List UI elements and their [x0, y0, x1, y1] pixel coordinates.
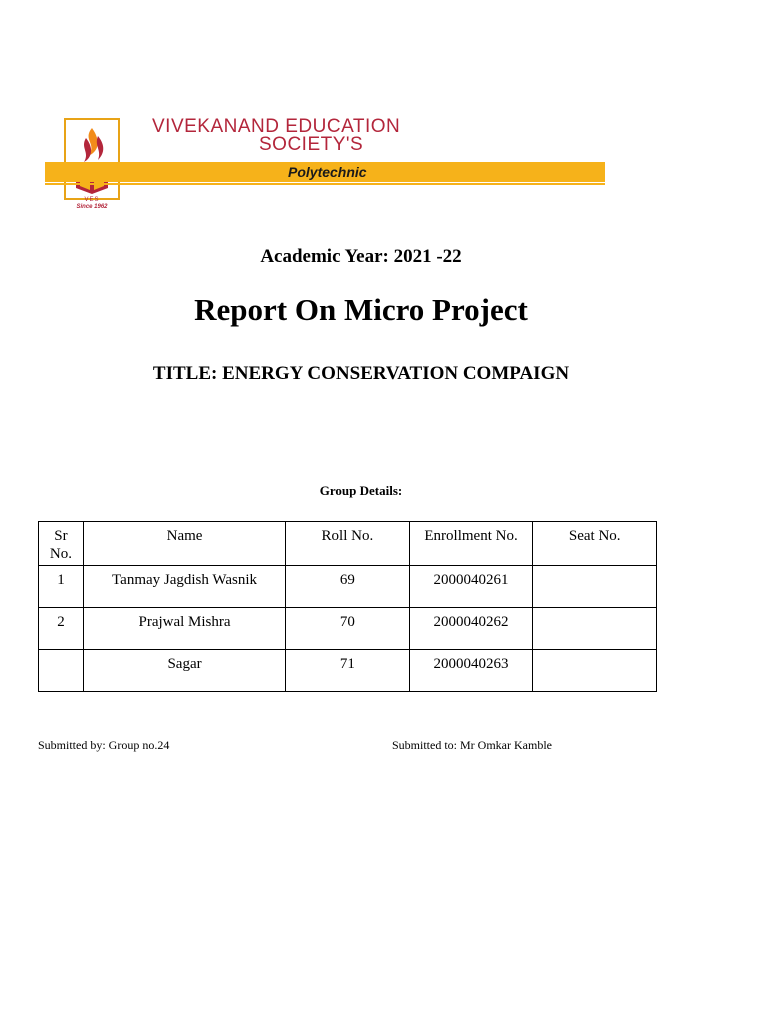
flame-book-icon — [68, 122, 116, 198]
academic-year: Academic Year: 2021 -22 — [260, 246, 462, 267]
cell-sr — [39, 650, 84, 692]
cell-enrollment: 2000040261 — [409, 566, 533, 608]
cell-seat — [533, 566, 657, 608]
cell-roll: 71 — [286, 650, 410, 692]
table-header-row — [39, 522, 657, 566]
col-header-roll: Roll No. — [286, 522, 410, 566]
table-row — [39, 650, 657, 692]
col-header-seat: Seat No. — [533, 522, 657, 566]
org-name-line2: SOCIETY'S — [259, 134, 364, 155]
submitted-to: Submitted to: Mr Omkar Kamble — [392, 738, 552, 752]
institute-name: Polytechnic — [288, 164, 367, 180]
cell-name: Sagar — [83, 650, 285, 692]
col-header-sr: Sr No. — [39, 522, 84, 566]
col-header-name: Name — [83, 522, 285, 566]
cell-sr: 1 — [39, 566, 84, 608]
cell-enrollment: 2000040262 — [409, 608, 533, 650]
since-label: Since 1962 — [76, 204, 108, 210]
org-name-line1: VIVEKANAND EDUCATION — [152, 116, 401, 137]
cell-name: Prajwal Mishra — [83, 608, 285, 650]
cell-seat — [533, 608, 657, 650]
table-row — [39, 566, 657, 608]
cell-enrollment: 2000040263 — [409, 650, 533, 692]
logo-abbrev: VES — [84, 197, 100, 203]
institution-banner — [40, 110, 610, 216]
cell-name: Tanmay Jagdish Wasnik — [83, 566, 285, 608]
ves-logo — [64, 118, 120, 200]
table-row — [39, 608, 657, 650]
project-title: TITLE: ENERGY CONSERVATION COMPAIGN — [152, 363, 570, 384]
submitted-by: Submitted by: Group no.24 — [38, 738, 170, 752]
cell-roll: 70 — [286, 608, 410, 650]
group-details-heading: Group Details: — [319, 483, 403, 498]
group-members-table — [38, 521, 657, 692]
cell-roll: 69 — [286, 566, 410, 608]
col-header-enrollment: Enrollment No. — [409, 522, 533, 566]
cell-seat — [533, 650, 657, 692]
report-title: Report On Micro Project — [194, 292, 528, 327]
gold-banner-line — [45, 183, 605, 185]
cell-sr: 2 — [39, 608, 84, 650]
